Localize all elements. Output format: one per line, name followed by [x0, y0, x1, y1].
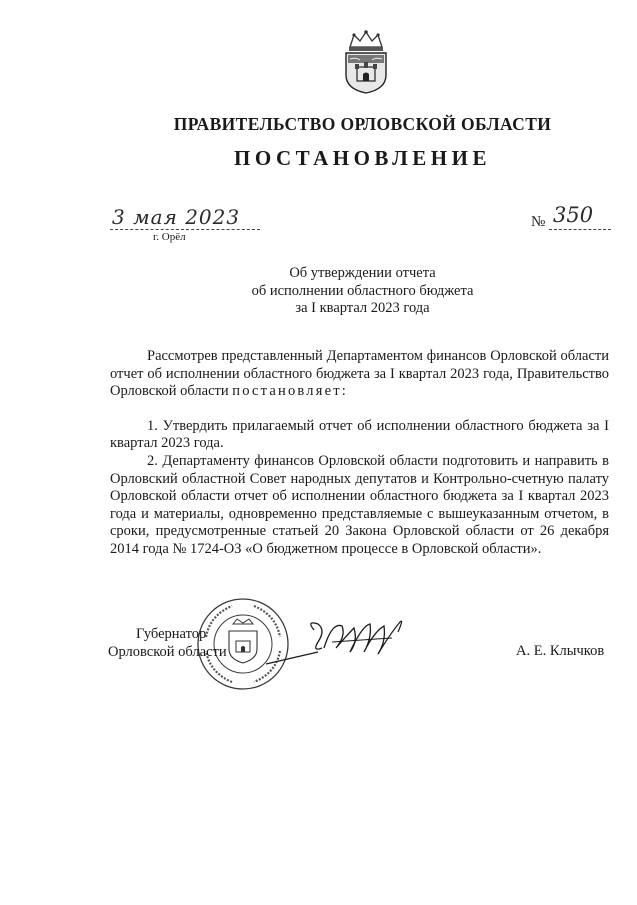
subject-line: за I квартал 2023 года — [295, 300, 430, 316]
preamble-text: Рассмотрев представленный Департаментом финансов Орловской области отчет об исполнении областного бюджета за I квартал 2023 года, Правительство Орловской области — [110, 348, 609, 400]
document-place: г. Орёл — [153, 231, 186, 243]
document-type: ПОСТАНОВЛЕНИЕ — [234, 146, 491, 170]
document-date: 3 мая 2023 — [112, 205, 241, 229]
subject-line: об исполнении областного бюджета — [251, 282, 474, 299]
preamble-paragraph — [110, 348, 609, 401]
handwritten-signature-icon — [262, 612, 412, 682]
subject-line: Об утверждении отчета — [289, 265, 436, 281]
document-number: 350 — [553, 203, 594, 227]
organization-title: ПРАВИТЕЛЬСТВО ОРЛОВСКОЙ ОБЛАСТИ — [173, 114, 552, 134]
signatory-title — [108, 626, 227, 661]
resolution-item-1: 1. Утвердить прилагаемый отчет об исполнении областного бюджета за I квартал 2023 года. — [110, 417, 609, 452]
number-underline — [549, 229, 611, 230]
resolution-item-2: 2. Департаменту финансов Орловской области подготовить и направить в Орловский областной Совет народных депутатов и Контрольно-счетную палату Орловской области отчет об исполнении областного бюджета за I квартал 2023 года и материалы, одновременно представляемые с вышеуказанным отчетом, в сроки, предусмотренные статьей 20 Закона Орловской области от 26 декабря 2014 года № 1724-ОЗ «О бюджетном процессе в Орловской области». — [110, 452, 609, 557]
date-underline — [110, 229, 260, 230]
signatory-title-line: Губернатор — [136, 626, 207, 642]
signatory-name: А. Е. Клычков — [516, 643, 605, 659]
signatory-title-line: Орловской области — [108, 643, 227, 660]
orel-coat-of-arms-icon — [336, 29, 396, 95]
number-sign: № — [531, 214, 546, 230]
resolve-word: постановляет: — [232, 383, 348, 400]
document-body — [110, 348, 609, 559]
document-subject — [0, 265, 637, 318]
